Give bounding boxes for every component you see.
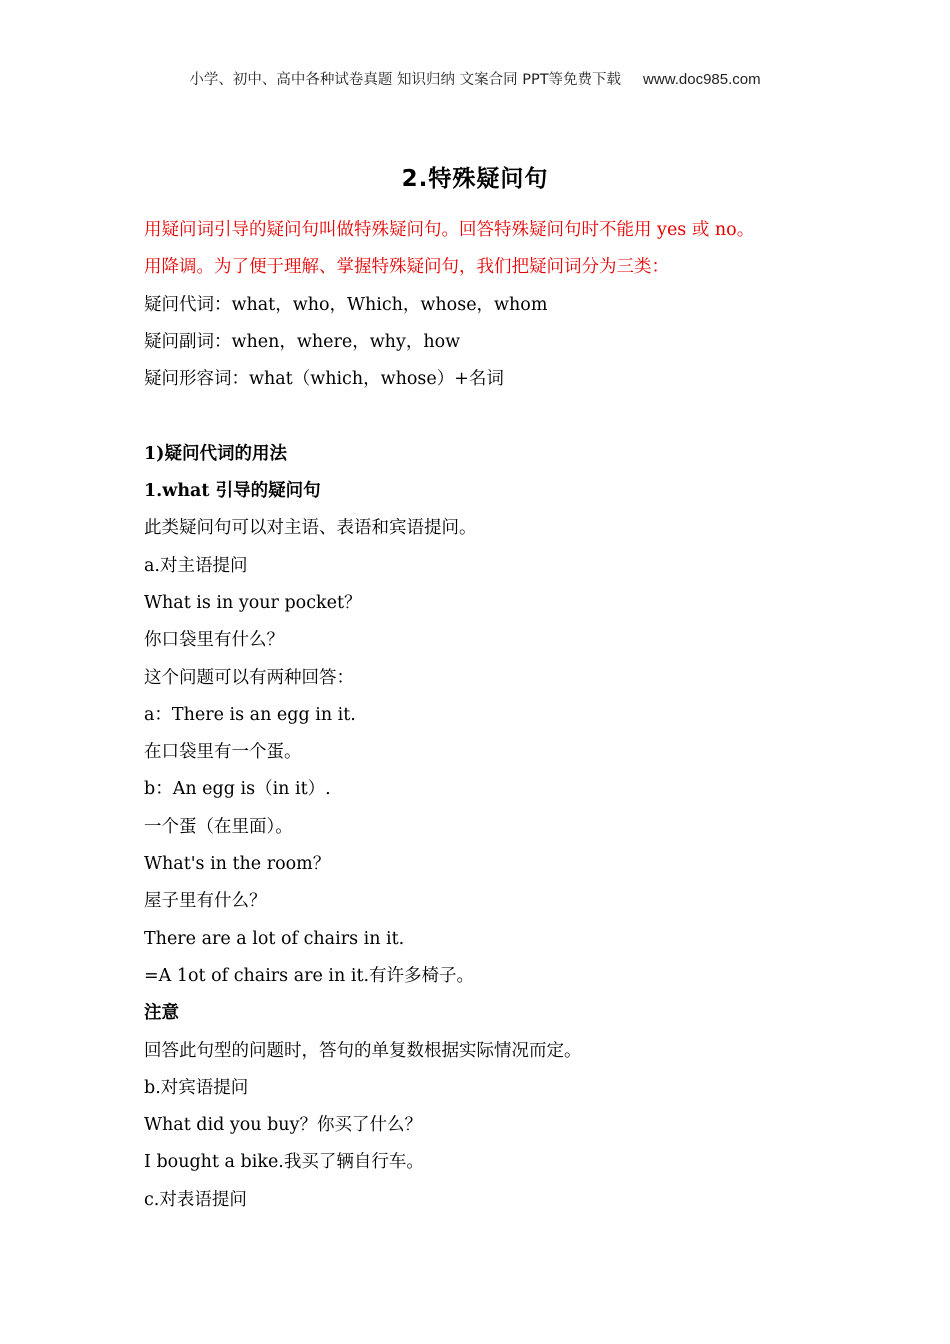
intro-line-1: 用疑问词引导的疑问句叫做特殊疑问句。回答特殊疑问句时不能用 yes 或 no。 [144,220,755,240]
header-site-text: 小学、初中、高中各种试卷真题 知识归纳 文案合同 PPT等免费下载 [189,72,622,88]
example-answer-2: There are a lot of chairs in it. [144,928,405,949]
answer-a-cn: 在口袋里有一个蛋。 [144,742,302,763]
example-question-3: What did you buy？你买了什么？ [144,1115,422,1136]
category-pronouns: 疑问代词：what，who，Which，whose，whom [144,294,548,315]
two-answers-note: 这个问题可以有两种回答： [144,667,354,688]
intro-line-2: 用降调。为了便于理解、掌握特殊疑问句，我们把疑问词分为三类： [144,257,669,278]
example-question-2: What's in the room？ [144,854,331,875]
section-description: 此类疑问句可以对主语、表语和宾语提问。 [144,518,477,539]
section-heading: 1)疑问代词的用法 [144,443,287,464]
document-body [144,212,824,1219]
example-answer-2-alt: =A 1ot of chairs are in it.有许多椅子。 [144,965,475,986]
answer-b-cn: 一个蛋（在里面）。 [144,816,293,837]
part-c-label: c.对表语提问 [144,1189,247,1210]
example-answer-3: I bought a bike.我买了辆自行车。 [144,1152,424,1173]
example-question-1: What is in your pocket？ [144,592,362,613]
spacer [144,398,824,435]
answer-a: a：There is an egg in it. [144,704,356,725]
note-text: 回答此句型的问题时，答句的单复数根据实际情况而定。 [144,1040,582,1061]
page-title: 2.特殊疑问句 [401,166,549,192]
section-subheading: 1.what 引导的疑问句 [144,481,321,502]
answer-b: b：An egg is（in it）. [144,779,331,800]
header-url[interactable]: www.doc985.com [643,71,761,88]
part-a-label: a.对主语提问 [144,555,248,576]
part-b-label: b.对宾语提问 [144,1077,249,1098]
example-question-2-cn: 屋子里有什么？ [144,891,267,912]
example-question-1-cn: 你口袋里有什么？ [144,630,284,651]
page-header [0,68,950,89]
category-adverbs: 疑问副词：when，where，why，how [144,331,461,352]
category-adjectives: 疑问形容词：what（which，whose）+名词 [144,369,504,390]
note-label: 注意 [144,1003,179,1024]
